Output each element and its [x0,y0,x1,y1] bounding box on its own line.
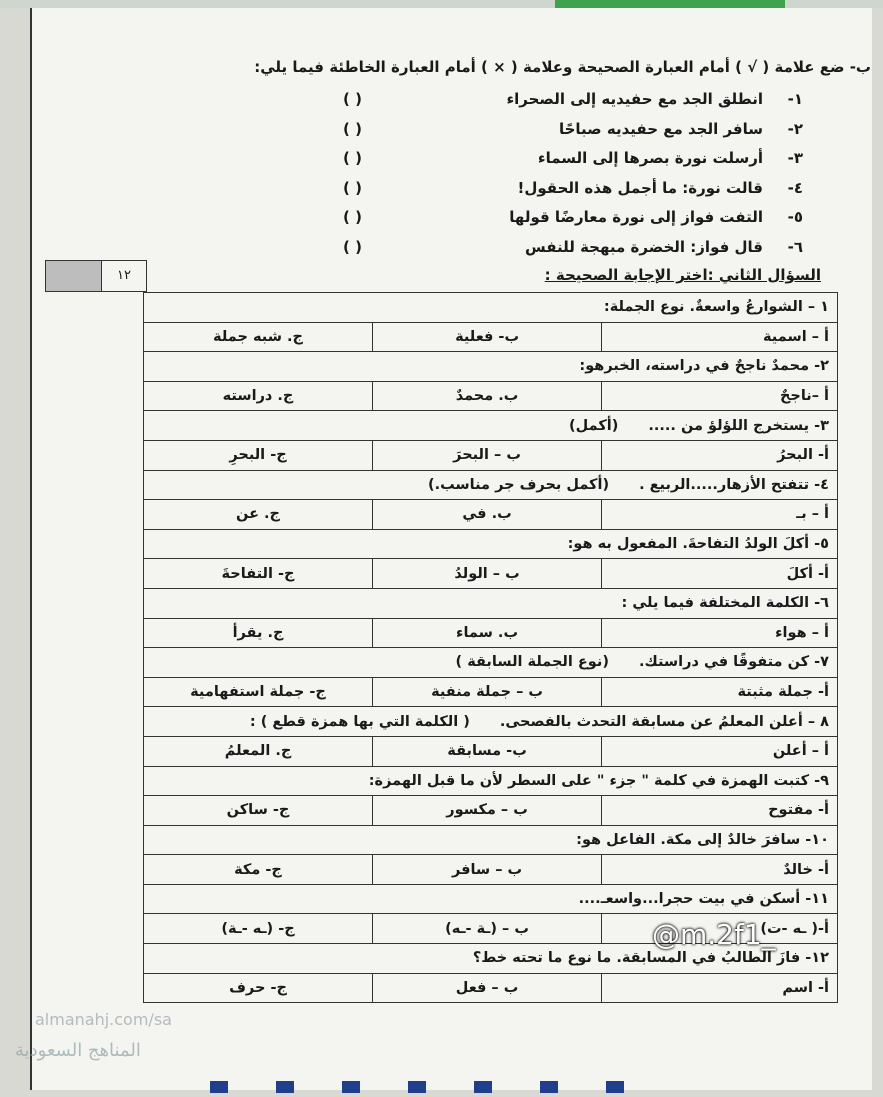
option-a[interactable]: أ – بـ [602,500,838,530]
grade-box [45,260,147,292]
question2-title: السؤال الثاني :اختر الإجابة الصحيحة : [544,266,821,284]
statement-item [343,208,803,232]
options-row [144,796,838,826]
option-b[interactable]: ب – سافر [373,855,602,885]
question-row [144,293,838,323]
question-text-cell [144,825,838,855]
options-row [144,381,838,411]
statement-item [343,119,803,144]
answer-parentheses[interactable]: ( ) [343,208,362,226]
option-a[interactable]: أ – أعلن [602,736,838,766]
question-row [144,825,838,855]
statement-text: أرسلت نورة بصرها إلى السماء [537,149,763,167]
bottom-decor [210,1078,770,1090]
question-row [144,884,838,914]
quiz-table [143,292,838,1003]
option-c[interactable]: ج- (ـه -ـة) [144,914,373,944]
question-text-cell [144,411,838,441]
question-text-cell [144,529,838,559]
statement-text: انطلق الجد مع حفيديه إلى الصحراء [506,90,763,108]
statement-number: ٤- [787,178,803,197]
tiktok-watermark: @m.2f1_ [652,918,776,951]
grade-box-shade [46,261,102,291]
option-a[interactable]: أ- خالدٌ [602,855,838,885]
option-a[interactable]: أ- جملة مثبتة [602,677,838,707]
option-b[interactable]: ب. سماء [373,618,602,648]
question-text: ٤- تتفتح الأزهار.....الربيع . [639,476,829,493]
statement-item [343,149,803,173]
statement-number: ٢- [787,119,803,138]
part1-title: ب- ضع علامة ( √ ) أمام العبارة الصحيحة وعلامة ( × ) أمام العبارة الخاطئة فيما يلي: [254,58,871,76]
question-row [144,648,838,678]
answer-parentheses[interactable]: ( ) [343,237,362,256]
option-c[interactable]: ج- مكة [144,855,373,885]
question-text: ٥- أكلَ الولدُ التفاحةَ. المفعول به هو: [567,536,829,553]
option-b[interactable]: ب – (ـة -ـه) [373,914,602,944]
statement-item [343,178,803,203]
options-row [144,500,838,530]
option-a[interactable]: أ- مفتوح [602,796,838,826]
option-b[interactable]: ب – فعل [373,973,602,1003]
question-row [144,529,838,559]
option-c[interactable]: ج. شبه جملة [144,322,373,352]
option-b[interactable]: ب – مكسور [373,796,602,826]
grade-value: ١٢ [117,268,131,283]
question-text: ١ – الشوارعُ واسعةٌ. نوع الجملة: [603,299,829,316]
option-a[interactable]: أ- البحرُ [602,440,838,470]
question-text: ١٢- فازَ الطالبُ في المسابقة. ما نوع ما تحته خط؟ [472,950,829,967]
question-hint: (أكمل) [569,417,619,434]
statement-number: ١- [787,90,803,108]
answer-parentheses[interactable]: ( ) [343,90,362,108]
options-row [144,736,838,766]
question-hint: (نوع الجملة السابقة ) [455,654,609,671]
statement-item [343,237,803,262]
option-c[interactable]: ج- البحرِ [144,440,373,470]
question-row [144,766,838,796]
statement-item [343,90,803,114]
options-row [144,440,838,470]
option-a[interactable]: أ – هواء [602,618,838,648]
question-text: ٣- يستخرج اللؤلؤ من ..... [648,417,829,434]
options-row [144,677,838,707]
options-row [144,973,838,1003]
option-a[interactable]: أ-( ـه -ت) [602,914,838,944]
question-text: ٨ – أعلن المعلمُ عن مسابقة التحدث بالفصحى. [499,713,829,730]
statement-number: ٦- [787,237,803,256]
option-a[interactable]: أ –ناجحٌ [602,381,838,411]
question-row [144,470,838,500]
option-b[interactable]: ب – الولدُ [373,559,602,589]
option-c[interactable]: ج- التفاحةَ [144,559,373,589]
option-a[interactable]: أ- اسم [602,973,838,1003]
statement-number: ٣- [787,149,803,167]
option-a[interactable]: أ – اسمية [602,322,838,352]
question-text-cell [144,352,838,382]
statement-text: سافر الجد مع حفيديه صباحًا [558,119,763,138]
question-text-cell [144,648,838,678]
question-row [144,352,838,382]
answer-parentheses[interactable]: ( ) [343,149,362,167]
option-a[interactable]: أ- أكلَ [602,559,838,589]
options-row [144,559,838,589]
option-c[interactable]: ج. يقرأ [144,618,373,648]
option-b[interactable]: ب – البحرَ [373,440,602,470]
option-c[interactable]: ج- ساكن [144,796,373,826]
question-text-cell [144,588,838,618]
options-row [144,855,838,885]
question-text-cell [144,707,838,737]
options-row [144,618,838,648]
answer-parentheses[interactable]: ( ) [343,119,362,138]
question-text: ٩- كتبت الهمزة في كلمة " جزء " على السطر لأن ما قبل الهمزة: [368,772,829,789]
option-b[interactable]: ب – جملة منفية [373,677,602,707]
option-b[interactable]: ب. في [373,500,602,530]
question-text: ١٠- سافرَ خالدٌ إلى مكة. الفاعل هو: [576,831,829,848]
option-c[interactable]: ج- جملة استفهامية [144,677,373,707]
statement-text: التفت فواز إلى نورة معارضًا قولها [509,208,763,226]
logo-watermark: المناهج السعودية [15,1040,141,1061]
question-text: ٧- كن متفوقًا في دراستك. [638,654,829,671]
question-text: ٢- محمدٌ ناجحٌ في دراسته، الخبرهو: [579,358,829,375]
statement-text: قالت نورة: ما أجمل هذه الحقول! [517,178,763,197]
question-text: ١١- أسكن في بيت حجرا...واسعـ.... [578,891,829,908]
option-b[interactable]: ب- فعلية [373,322,602,352]
question-text-cell [144,884,838,914]
statement-text: قال فواز: الخضرة مبهجة للنفس [524,237,763,256]
statement-number: ٥- [787,208,803,226]
question-hint: (أكمل بحرف جر مناسب.) [427,476,610,493]
option-c[interactable]: ج- حرف [144,973,373,1003]
question-text-cell [144,766,838,796]
site-watermark: almanahj.com/sa [35,1010,172,1029]
question-text-cell [144,470,838,500]
question-hint: ( الكلمة التي بها همزة قطع ) : [249,713,470,730]
option-c[interactable]: ج. المعلمُ [144,736,373,766]
top-strip [0,0,883,8]
option-b[interactable]: ب- مسابقة [373,736,602,766]
question-row [144,707,838,737]
option-c[interactable]: ج. عن [144,500,373,530]
question-text-cell [144,293,838,323]
option-c[interactable]: ج. دراسته [144,381,373,411]
top-green-strip [555,0,785,8]
option-b[interactable]: ب. محمدٌ [373,381,602,411]
question-text: ٦- الكلمة المختلفة فيما يلي : [621,595,829,612]
question-row [144,411,838,441]
options-row [144,322,838,352]
question-row [144,588,838,618]
answer-parentheses[interactable]: ( ) [343,178,362,197]
